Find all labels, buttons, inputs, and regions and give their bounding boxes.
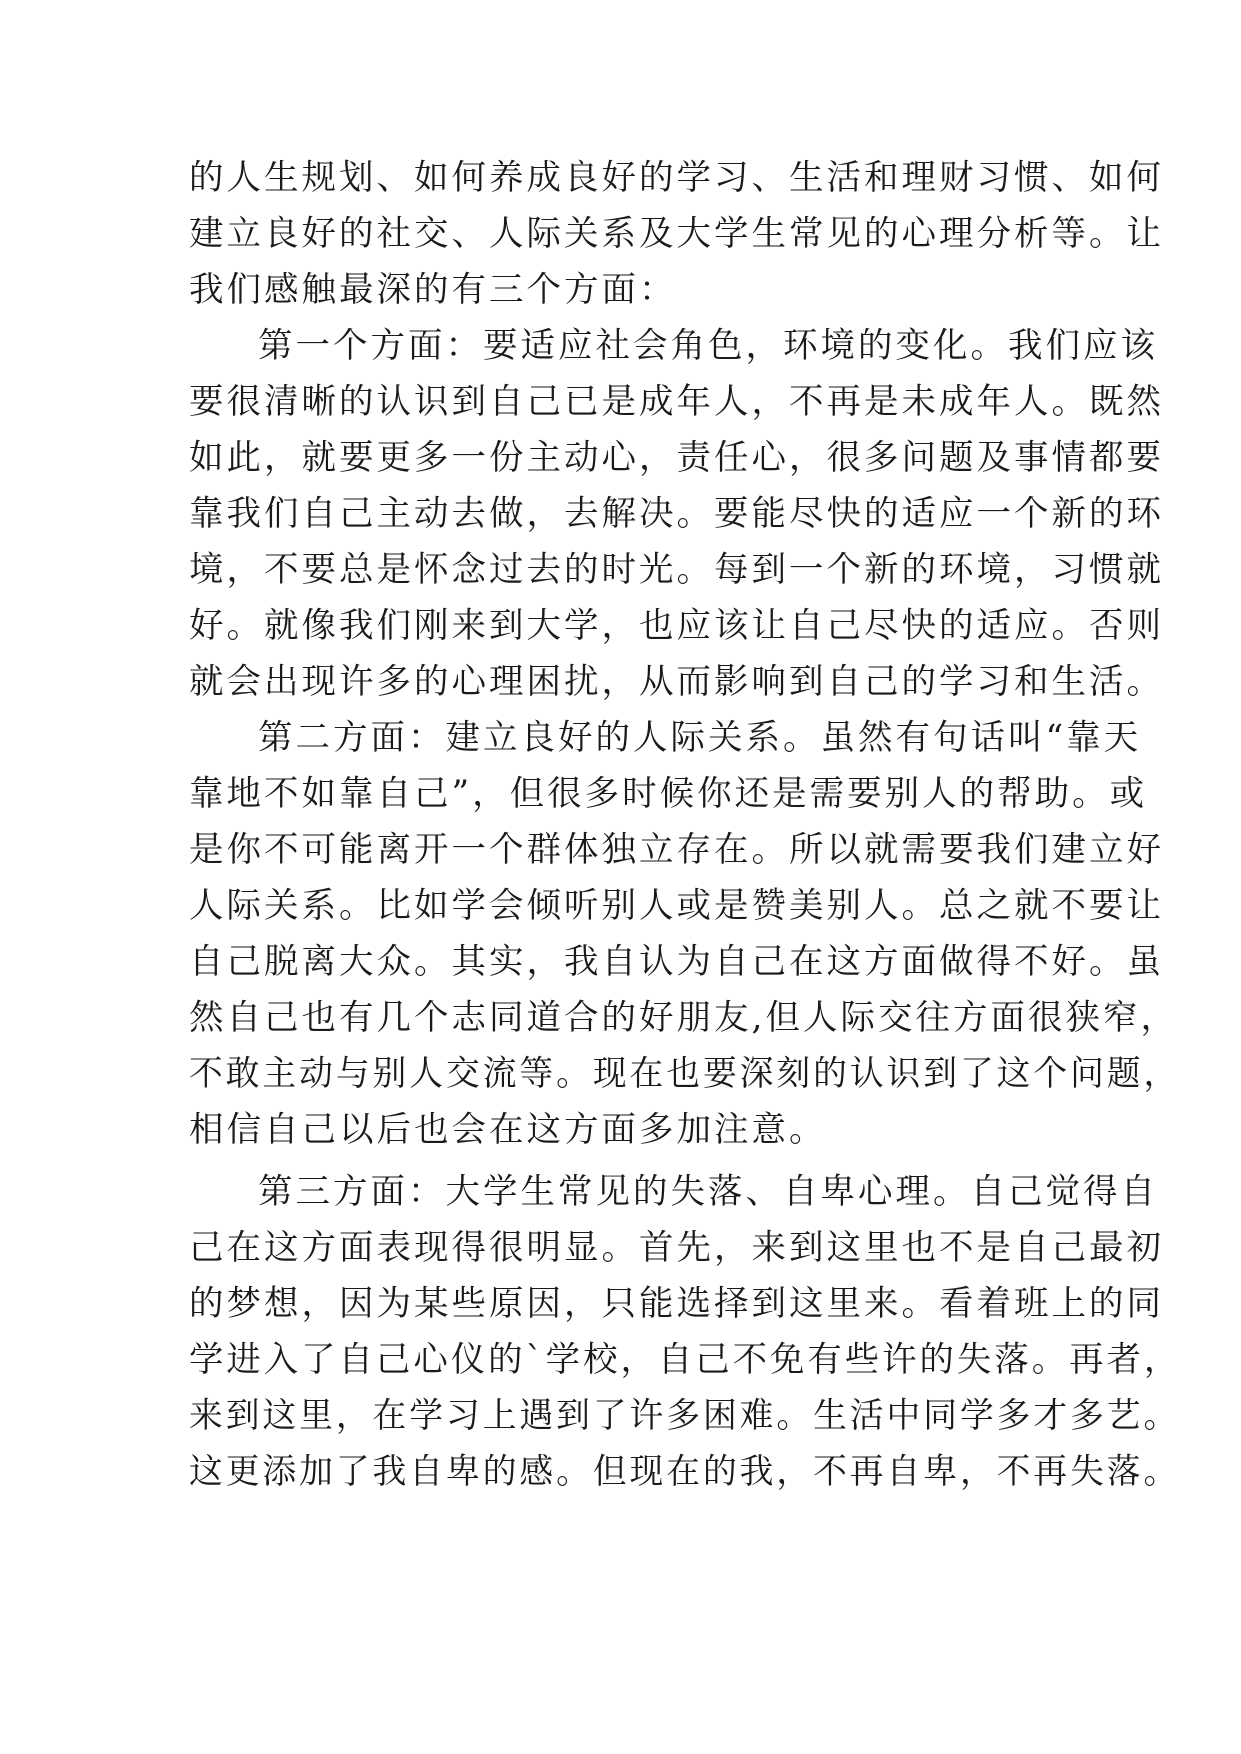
text-line: 己在这方面表现得很明显。首先，来到这里也不是自己最初: [189, 1228, 1164, 1268]
text-line: 相信自己以后也会在这方面多加注意。: [189, 1110, 827, 1150]
text-line: 这更添加了我自卑的感。但现在的我，不再自卑，不再失落。: [189, 1452, 1181, 1492]
text-line: 的梦想，因为某些原因，只能选择到这里来。看着班上的同: [189, 1284, 1164, 1324]
text-line: 自己脱离大众。其实，我自认为自己在这方面做得不好。虽: [189, 942, 1164, 982]
text-line: 境，不要总是怀念过去的时光。每到一个新的环境，习惯就: [189, 550, 1164, 590]
text-line: 就会出现许多的心理困扰，从而影响到自己的学习和生活。: [189, 662, 1164, 702]
text-line: 是你不可能离开一个群体独立存在。所以就需要我们建立好: [189, 830, 1164, 870]
paragraph-start-line: 第三方面：大学生常见的失落、自卑心理。自己觉得自: [258, 1172, 1158, 1212]
text-line: 靠我们自己主动去做，去解决。要能尽快的适应一个新的环: [189, 494, 1164, 534]
text-line: 好。就像我们刚来到大学，也应该让自己尽快的适应。否则: [189, 606, 1164, 646]
text-line: 如此，就要更多一份主动心，责任心，很多问题及事情都要: [189, 438, 1164, 478]
paragraph-start-line: 第二方面：建立良好的人际关系。虽然有句话叫“靠天: [258, 718, 1142, 758]
text-line: 学进入了自己心仪的`学校，自己不免有些许的失落。再者，: [189, 1340, 1182, 1380]
text-line: 我们感触最深的有三个方面：: [189, 270, 677, 310]
text-line: 不敢主动与别人交流等。现在也要深刻的认识到了这个问题，: [189, 1054, 1181, 1094]
text-line: 靠地不如靠自己”，但很多时候你还是需要别人的帮助。或: [189, 774, 1148, 814]
text-line: 人际关系。比如学会倾听别人或是赞美别人。总之就不要让: [189, 886, 1164, 926]
text-line: 然自己也有几个志同道合的好朋友,但人际交往方面很狭窄，: [189, 998, 1178, 1038]
paragraph-start-line: 第一个方面：要适应社会角色，环境的变化。我们应该: [258, 326, 1158, 366]
text-line: 建立良好的社交、人际关系及大学生常见的心理分析等。让: [189, 214, 1164, 254]
text-line: 要很清晰的认识到自己已是成年人，不再是未成年人。既然: [189, 382, 1164, 422]
text-line: 的人生规划、如何养成良好的学习、生活和理财习惯、如何: [189, 158, 1164, 198]
text-line: 来到这里，在学习上遇到了许多困难。生活中同学多才多艺。: [189, 1396, 1181, 1436]
